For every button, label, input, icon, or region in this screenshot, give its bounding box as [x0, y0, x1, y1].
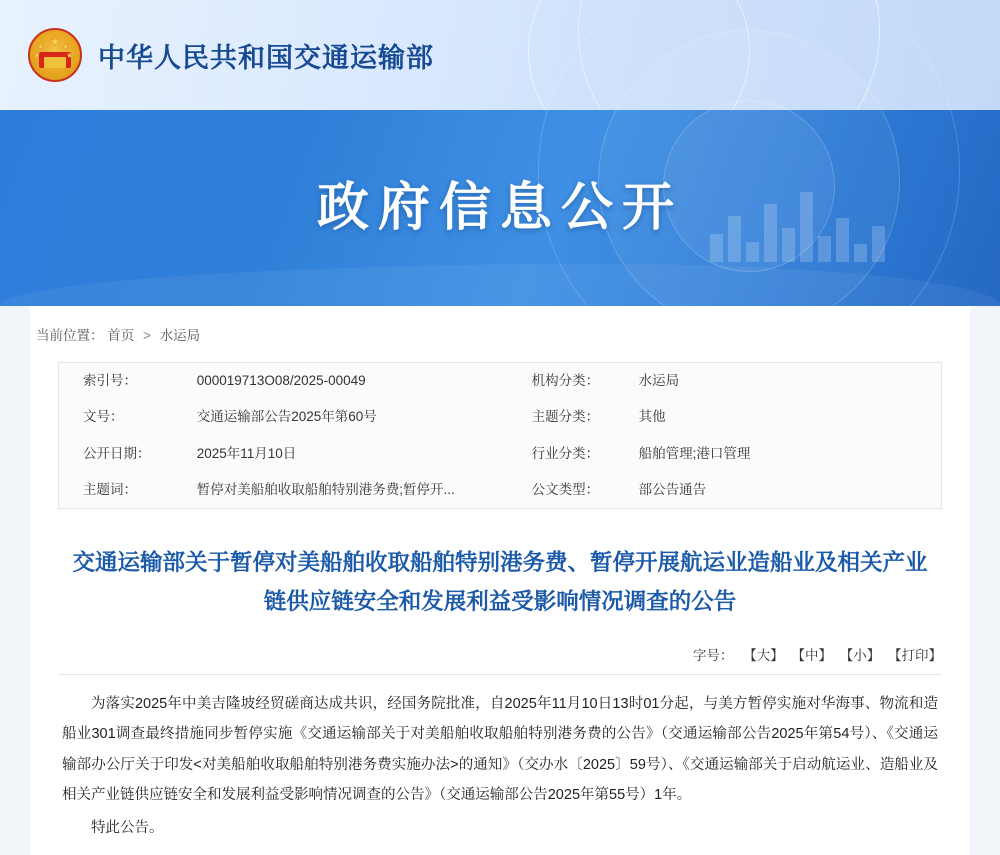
document-metadata-table	[58, 362, 942, 509]
meta-value-document-number: 交通运输部公告2025年第60号	[196, 409, 377, 425]
font-size-toolbar	[58, 644, 942, 675]
meta-label-organization: 机构分类：	[531, 373, 600, 388]
content-background	[0, 306, 1000, 855]
content-card	[30, 306, 970, 855]
meta-label-document-type: 公文类型：	[531, 481, 600, 497]
ministry-name: 中华人民共和国交通运输部	[98, 42, 434, 73]
article-paragraph: 为落实2025年中美吉隆坡经贸磋商达成共识，经国务院批准，自2025年11月10日13时01分起，与美方暂停实施对华海事、物流和造船业301调查最终措施同步暂停实施《交通运输部关于对美船舶收取船舶特别港务费的公告》（交通运输部公告2025年第54号）、《交通运输部办公厅关于印发<对美船舶收取船舶特别港务费实施办法>的通知》（交办水〔2025〕59号）、《交通运输部关于启动航运业、造船业及相关产业链供应链安全和发展利益受影响情况调查的公告》（交通运输部公告2025年第55号）1年。	[62, 695, 938, 804]
table-row	[59, 472, 942, 509]
breadcrumb-link-home[interactable]: 首页	[107, 328, 135, 343]
meta-value-topic-category: 其他	[638, 409, 666, 425]
font-size-label: 字号：	[692, 647, 734, 663]
national-emblem-icon: ★ ★ ★ ★ ★	[26, 26, 84, 84]
font-size-medium-button[interactable]: 【中】	[791, 647, 832, 663]
meta-label-industry-category: 行业分类：	[531, 445, 600, 461]
meta-value-organization: 水运局	[638, 373, 680, 388]
meta-label-document-number: 文号：	[83, 409, 124, 425]
meta-label-index-number: 索引号：	[83, 373, 137, 388]
breadcrumb-separator: >	[143, 328, 151, 343]
table-row	[59, 399, 942, 435]
meta-label-keywords: 主题词：	[83, 481, 137, 497]
font-size-small-button[interactable]: 【小】	[839, 647, 881, 663]
meta-label-publish-date: 公开日期：	[83, 445, 151, 461]
article	[58, 543, 942, 843]
page-banner	[0, 110, 1000, 306]
meta-value-document-type: 部公告通告	[638, 481, 707, 497]
meta-label-topic-category: 主题分类：	[531, 409, 600, 425]
meta-value-keywords: 暂停对美船舶收取船舶特别港务费;暂停开...	[196, 481, 455, 497]
meta-value-index-number: 000019713O08/2025-00049	[196, 373, 366, 388]
banner-title: 政府信息公开	[316, 179, 683, 237]
meta-value-industry-category: 船舶管理;港口管理	[638, 445, 751, 461]
breadcrumb-link-current[interactable]: 水运局	[159, 328, 201, 343]
print-button[interactable]: 【打印】	[888, 647, 942, 663]
breadcrumb-label: 当前位置：	[36, 328, 104, 343]
font-size-large-button[interactable]: 【大】	[743, 647, 784, 663]
table-row	[59, 436, 942, 472]
article-paragraph: 特此公告。	[91, 819, 164, 836]
article-body	[58, 675, 942, 843]
page-title: 交通运输部关于暂停对美船舶收取船舶特别港务费、暂停开展航运业造船业及相关产业链供应链安全和发展利益受影响情况调查的公告	[72, 550, 928, 615]
meta-value-publish-date: 2025年11月10日	[196, 445, 297, 461]
